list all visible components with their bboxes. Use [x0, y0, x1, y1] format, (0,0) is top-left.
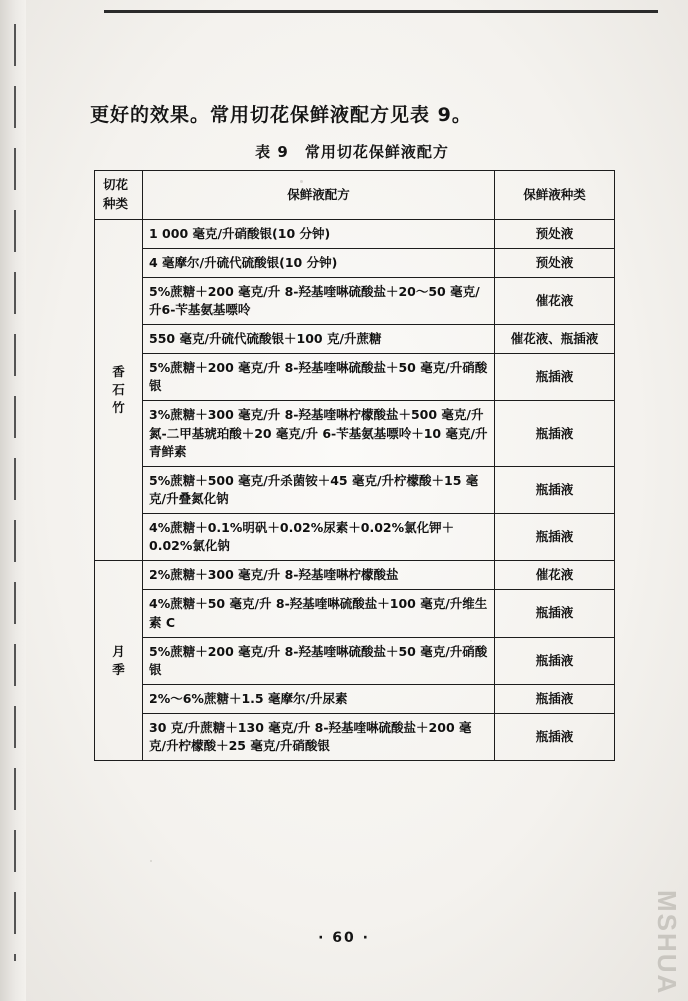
table-row [95, 277, 615, 324]
solution-type-cell: 瓶插液 [495, 466, 615, 513]
binding-dashes [14, 24, 16, 961]
solution-type-cell: 催花液 [495, 561, 615, 590]
column-header-formula: 保鲜液配方 [143, 171, 495, 220]
formula-cell: 4%蔗糖＋50 毫克/升 8-羟基喹啉硫酸盐＋100 毫克/升维生素 C [143, 590, 495, 637]
flower-kind-char: 石 [112, 381, 125, 397]
formula-cell: 2%蔗糖＋300 毫克/升 8-羟基喹啉柠檬酸盐 [143, 561, 495, 590]
flower-kind-char: 季 [112, 661, 125, 677]
formula-cell: 1 000 毫克/升硝酸银(10 分钟) [143, 219, 495, 248]
table-row [95, 714, 615, 761]
table-row [95, 466, 615, 513]
page-left-edge [0, 0, 26, 1001]
flower-kind-cell-group-1 [95, 561, 143, 761]
page-number: · 60 · [318, 930, 370, 946]
table-head [95, 171, 615, 220]
flower-kind-cell-group-0 [95, 219, 143, 561]
formula-cell: 5%蔗糖＋200 毫克/升 8-羟基喹啉硫酸盐＋50 毫克/升硝酸银 [143, 637, 495, 684]
solution-type-cell: 预处液 [495, 248, 615, 277]
formula-cell: 4%蔗糖＋0.1%明矾＋0.02%尿素＋0.02%氯化钾＋0.02%氯化钠 [143, 514, 495, 561]
scan-speck [150, 860, 152, 862]
formula-cell: 2%～6%蔗糖＋1.5 毫摩尔/升尿素 [143, 684, 495, 713]
solution-type-cell: 瓶插液 [495, 637, 615, 684]
table-row [95, 514, 615, 561]
table-row [95, 637, 615, 684]
lead-paragraph: 更好的效果。常用切花保鲜液配方见表 9。 [90, 104, 472, 126]
table-header-row [95, 171, 615, 220]
formula-cell: 550 毫克/升硫代硫酸银＋100 克/升蔗糖 [143, 325, 495, 354]
formula-cell: 5%蔗糖＋200 毫克/升 8-羟基喹啉硫酸盐＋50 毫克/升硝酸银 [143, 354, 495, 401]
formula-cell: 3%蔗糖＋300 毫克/升 8-羟基喹啉柠檬酸盐＋500 毫克/升氮-二甲基琥珀酸＋20 毫克/升 6-苄基氨基嘌呤＋10 毫克/升青鲜素 [143, 401, 495, 466]
column-header-flower-kind [95, 171, 143, 220]
solution-type-cell: 催花液、瓶插液 [495, 325, 615, 354]
flower-kind-char: 香 [112, 363, 125, 379]
table-row [95, 248, 615, 277]
table-row [95, 401, 615, 466]
solution-type-cell: 瓶插液 [495, 684, 615, 713]
solution-type-cell: 瓶插液 [495, 514, 615, 561]
solution-type-cell: 预处液 [495, 219, 615, 248]
column-header-flower-kind-line2: 种类 [103, 195, 129, 211]
formula-cell: 5%蔗糖＋200 毫克/升 8-羟基喹啉硫酸盐＋20～50 毫克/升6-苄基氨基嘌呤 [143, 277, 495, 324]
solution-type-cell: 瓶插液 [495, 354, 615, 401]
page-content [88, 100, 616, 761]
column-header-solution-type: 保鲜液种类 [495, 171, 615, 220]
solution-type-cell: 瓶插液 [495, 401, 615, 466]
table-row [95, 325, 615, 354]
table-row [95, 590, 615, 637]
table-body [95, 219, 615, 761]
table-row [95, 561, 615, 590]
formula-cell: 4 毫摩尔/升硫代硫酸银(10 分钟) [143, 248, 495, 277]
flower-kind-char: 竹 [112, 399, 125, 415]
table-row [95, 354, 615, 401]
flower-kind-char: 月 [112, 643, 125, 659]
preservative-formula-table [94, 170, 615, 761]
formula-cell: 30 克/升蔗糖＋130 毫克/升 8-羟基喹啉硫酸盐＋200 毫克/升柠檬酸＋25 毫克/升硝酸银 [143, 714, 495, 761]
table-caption: 表 9 常用切花保鲜液配方 [255, 143, 449, 161]
solution-type-cell: 催花液 [495, 277, 615, 324]
table-row [95, 684, 615, 713]
column-header-flower-kind-line1: 切花 [103, 177, 129, 192]
solution-type-cell: 瓶插液 [495, 714, 615, 761]
table-row [95, 219, 615, 248]
formula-cell: 5%蔗糖＋500 毫克/升杀菌铵＋45 毫克/升柠檬酸＋15 毫克/升叠氮化钠 [143, 466, 495, 513]
top-rule [104, 10, 658, 13]
watermark: MSHUA [652, 889, 682, 995]
solution-type-cell: 瓶插液 [495, 590, 615, 637]
